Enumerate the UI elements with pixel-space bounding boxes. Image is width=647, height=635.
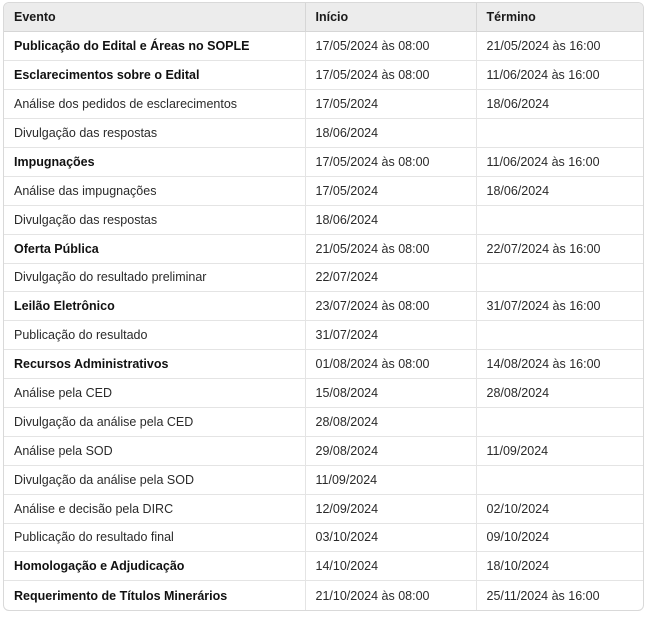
cell-termino: 28/08/2024 [476, 379, 643, 408]
cell-evento: Divulgação do resultado preliminar [4, 263, 305, 292]
table-row [4, 407, 643, 436]
cell-inicio: 15/08/2024 [305, 379, 476, 408]
cell-termino: 18/06/2024 [476, 90, 643, 119]
cell-inicio: 31/07/2024 [305, 321, 476, 350]
cell-evento: Divulgação das respostas [4, 119, 305, 148]
table-row [4, 379, 643, 408]
cell-evento: Impugnações [4, 147, 305, 176]
table-row [4, 176, 643, 205]
table-row [4, 523, 643, 552]
cell-evento: Esclarecimentos sobre o Edital [4, 61, 305, 90]
cell-termino: 11/06/2024 às 16:00 [476, 147, 643, 176]
cell-evento: Análise pela CED [4, 379, 305, 408]
table-row [4, 90, 643, 119]
cell-termino: 02/10/2024 [476, 494, 643, 523]
cell-evento: Publicação do Edital e Áreas no SOPLE [4, 32, 305, 61]
table-row [4, 292, 643, 321]
cell-inicio: 11/09/2024 [305, 465, 476, 494]
cell-evento: Publicação do resultado final [4, 523, 305, 552]
table-row [4, 581, 643, 610]
cell-termino: 18/06/2024 [476, 176, 643, 205]
header-inicio: Início [305, 3, 476, 32]
cell-inicio: 22/07/2024 [305, 263, 476, 292]
cell-inicio: 28/08/2024 [305, 407, 476, 436]
table-row [4, 234, 643, 263]
cell-inicio: 03/10/2024 [305, 523, 476, 552]
cell-termino [476, 321, 643, 350]
cell-termino: 11/09/2024 [476, 436, 643, 465]
header-evento: Evento [4, 3, 305, 32]
cell-termino [476, 407, 643, 436]
table-header-row [4, 3, 643, 32]
table-row [4, 436, 643, 465]
cell-evento: Análise dos pedidos de esclarecimentos [4, 90, 305, 119]
cell-inicio: 01/08/2024 às 08:00 [305, 350, 476, 379]
cell-evento: Análise e decisão pela DIRC [4, 494, 305, 523]
cell-inicio: 17/05/2024 [305, 90, 476, 119]
cell-termino [476, 119, 643, 148]
table-row [4, 263, 643, 292]
cell-evento: Publicação do resultado [4, 321, 305, 350]
cell-termino: 18/10/2024 [476, 552, 643, 581]
cell-termino: 21/05/2024 às 16:00 [476, 32, 643, 61]
cell-inicio: 14/10/2024 [305, 552, 476, 581]
cell-evento: Análise pela SOD [4, 436, 305, 465]
schedule-table-container [3, 2, 644, 611]
cell-termino [476, 263, 643, 292]
table-body [4, 32, 643, 610]
cell-inicio: 29/08/2024 [305, 436, 476, 465]
cell-evento: Leilão Eletrônico [4, 292, 305, 321]
table-row [4, 465, 643, 494]
cell-termino: 14/08/2024 às 16:00 [476, 350, 643, 379]
cell-inicio: 21/05/2024 às 08:00 [305, 234, 476, 263]
table-row [4, 552, 643, 581]
table-row [4, 205, 643, 234]
cell-inicio: 17/05/2024 às 08:00 [305, 61, 476, 90]
cell-evento: Análise das impugnações [4, 176, 305, 205]
cell-termino: 22/07/2024 às 16:00 [476, 234, 643, 263]
cell-evento: Homologação e Adjudicação [4, 552, 305, 581]
table-row [4, 494, 643, 523]
cell-termino [476, 465, 643, 494]
cell-termino: 09/10/2024 [476, 523, 643, 552]
cell-inicio: 17/05/2024 [305, 176, 476, 205]
table-row [4, 321, 643, 350]
table-row [4, 61, 643, 90]
cell-evento: Divulgação das respostas [4, 205, 305, 234]
cell-inicio: 17/05/2024 às 08:00 [305, 32, 476, 61]
cell-evento: Divulgação da análise pela SOD [4, 465, 305, 494]
header-termino: Término [476, 3, 643, 32]
cell-termino [476, 205, 643, 234]
cell-termino: 11/06/2024 às 16:00 [476, 61, 643, 90]
cell-inicio: 18/06/2024 [305, 205, 476, 234]
schedule-table [4, 3, 643, 610]
cell-inicio: 17/05/2024 às 08:00 [305, 147, 476, 176]
cell-inicio: 21/10/2024 às 08:00 [305, 581, 476, 610]
cell-inicio: 18/06/2024 [305, 119, 476, 148]
cell-evento: Requerimento de Títulos Minerários [4, 581, 305, 610]
cell-termino: 31/07/2024 às 16:00 [476, 292, 643, 321]
table-row [4, 350, 643, 379]
cell-inicio: 12/09/2024 [305, 494, 476, 523]
cell-termino: 25/11/2024 às 16:00 [486, 588, 600, 603]
cell-evento: Divulgação da análise pela CED [4, 407, 305, 436]
cell-inicio: 23/07/2024 às 08:00 [305, 292, 476, 321]
table-row [4, 32, 643, 61]
cell-evento: Oferta Pública [4, 234, 305, 263]
table-row [4, 147, 643, 176]
cell-evento: Recursos Administrativos [4, 350, 305, 379]
table-row [4, 119, 643, 148]
